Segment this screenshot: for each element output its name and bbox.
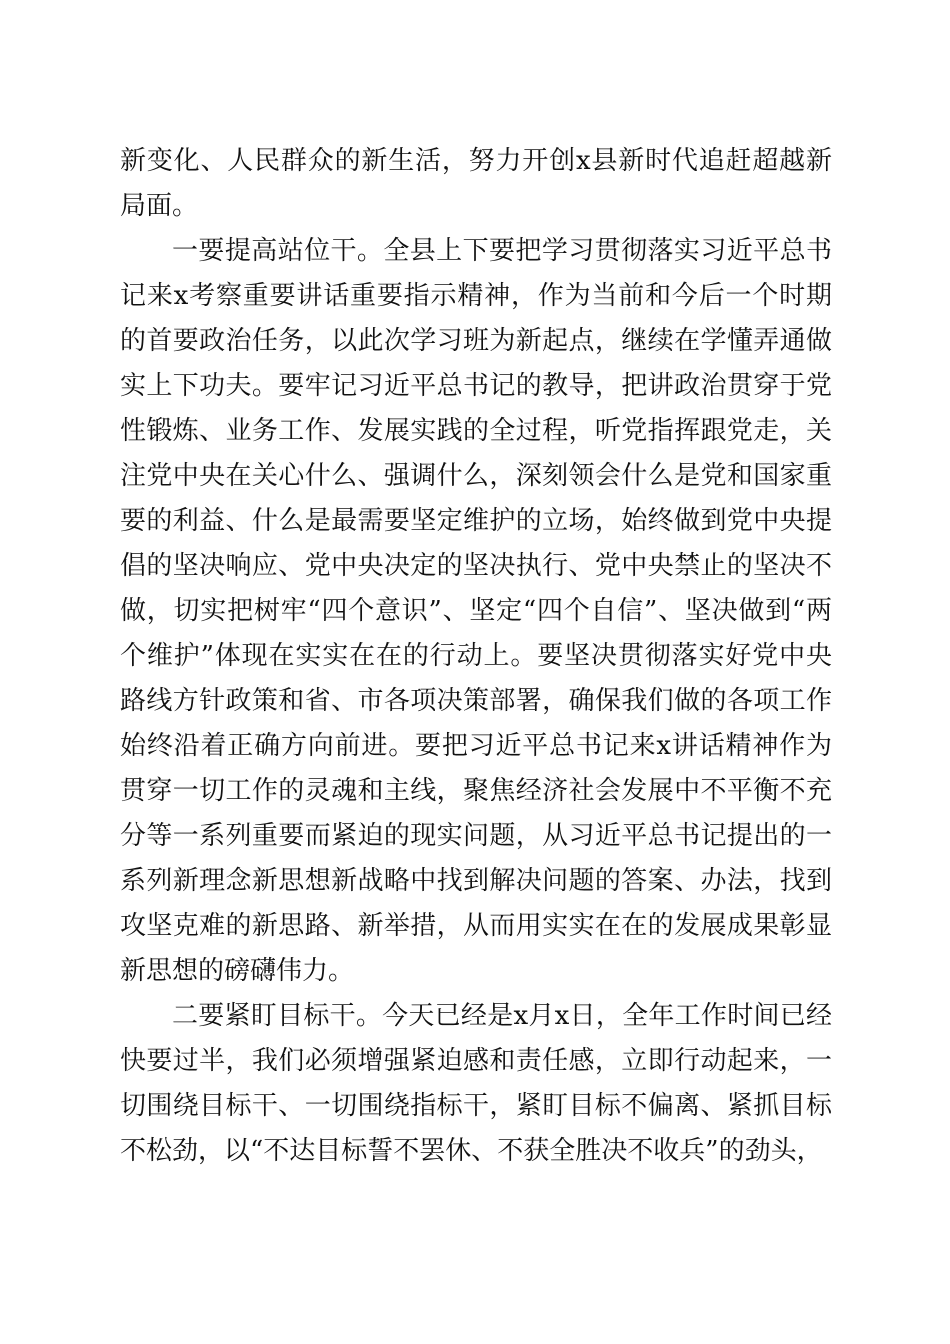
paragraph-focus-targets: 二要紧盯目标干。今天已经是x月x日，全年工作时间已经快要过半，我们必须增强紧迫感和责任感，立即行动起来，一切围绕目标干、一切围绕指标干，紧盯目标不偏离、紧抓目标不松劲，以“不达目标誓不罢休、不获全胜决不收兵”的劲头， xyxy=(120,1001,832,1166)
document-body xyxy=(120,139,832,1174)
paragraph-raise-standing: 一要提高站位干。全县上下要把学习贯彻落实习近平总书记来x考察重要讲话重要指示精神，作为当前和今后一个时期的首要政治任务，以此次学习班为新起点，继续在学懂弄通做实上下功夫。要牢记习近平总书记的教导，把讲政治贯穿于党性锻炼、业务工作、发展实践的全过程，听党指挥跟党走，关注党中央在关心什么、强调什么，深刻领会什么是党和国家重要的利益、什么是最需要坚定维护的立场，始终做到党中央提倡的坚决响应、党中央决定的坚决执行、党中央禁止的坚决不做，切实把树牢“四个意识”、坚定“四个自信”、坚决做到“两个维护”体现在实实在在的行动上。要坚决贯彻落实好党中央路线方针政策和省、市各项决策部署，确保我们做的各项工作始终沿着正确方向前进。要把习近平总书记来x讲话精神作为贯穿一切工作的灵魂和主线，聚焦经济社会发展中不平衡不充分等一系列重要而紧迫的现实问题，从习近平总书记提出的一系列新理念新思想新战略中找到解决问题的答案、办法，找到攻坚克难的新思路、新举措，从而用实实在在的发展成果彰显新思想的磅礴伟力。 xyxy=(120,236,832,986)
paragraph-continuation: 新变化、人民群众的新生活，努力开创x县新时代追赶超越新局面。 xyxy=(120,146,832,221)
